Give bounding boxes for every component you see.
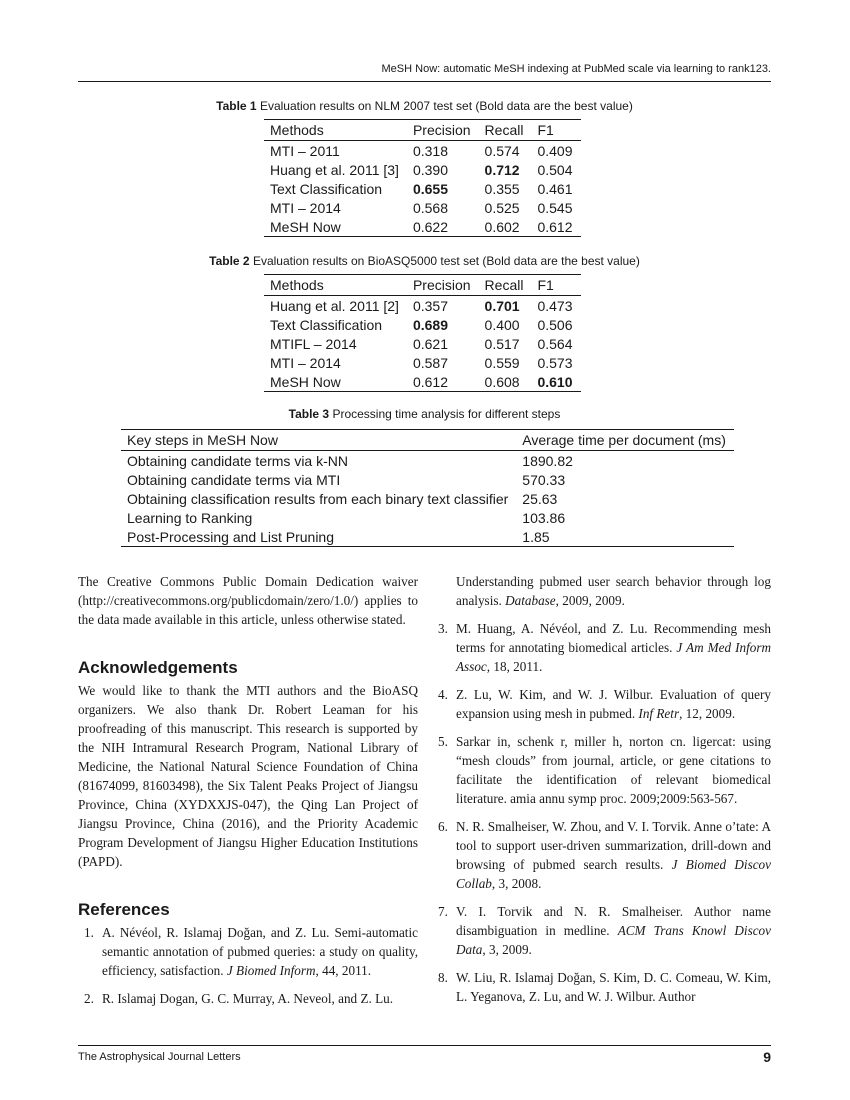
table-cell: 0.612 xyxy=(531,217,580,237)
table-cell: 570.33 xyxy=(522,471,566,488)
table-row xyxy=(264,315,581,334)
table-cell: 0.622 xyxy=(407,217,479,237)
reference-tail: , 12, 2009. xyxy=(679,706,736,721)
table2-label: Table 2 xyxy=(209,254,250,268)
reference-number: 2. xyxy=(84,991,94,1006)
reference-text: Sarkar in, schenk r, miller h, norton cn. ligercat: using “mesh clouds” from journal, article, or gene citations to facilitate the identification of relevant biomedical literature. amia annu symp proc. 2009;2009:563-567. xyxy=(456,734,771,806)
reference-number: 6. xyxy=(438,819,448,834)
reference-journal: J Am Med Inform Assoc xyxy=(456,640,772,674)
reference-number: 7. xyxy=(438,904,448,919)
reference-number: 5. xyxy=(438,734,448,749)
table-row xyxy=(264,198,581,217)
table-row xyxy=(264,179,581,198)
table-cell: Huang et al. 2011 [2] xyxy=(270,297,399,314)
table3-caption-text: Processing time analysis for different steps xyxy=(332,407,561,421)
table-row xyxy=(121,470,734,489)
reference-item xyxy=(432,685,771,723)
table-cell: 0.608 xyxy=(479,372,532,392)
table-cell: MeSH Now xyxy=(264,217,407,237)
reference-text: M. Huang, A. Névéol, and Z. Lu. Recommending mesh terms for annotating biomedical articles. xyxy=(456,621,771,655)
table2-column-header: Methods xyxy=(264,275,407,296)
table-cell: 0.461 xyxy=(537,180,573,197)
table3 xyxy=(121,429,734,547)
table2-header-row xyxy=(264,275,581,296)
table-cell: 0.701 xyxy=(484,297,520,314)
table-row xyxy=(121,489,734,508)
page-number: 9 xyxy=(763,1049,771,1065)
table3-label: Table 3 xyxy=(288,407,330,421)
table3-column-header: Key steps in MeSH Now xyxy=(121,430,516,451)
table-row xyxy=(121,527,734,547)
table-cell: MTI – 2014 xyxy=(270,199,341,216)
table-cell: Text Classification xyxy=(270,316,383,333)
references-heading: References xyxy=(78,900,170,919)
table-cell: 103.86 xyxy=(522,509,566,526)
table3-column-header: Average time per document (ms) xyxy=(516,430,734,451)
table-cell: Huang et al. 2011 [3] xyxy=(270,161,399,178)
table-cell: Obtaining candidate terms via MTI xyxy=(127,471,341,488)
running-header: MeSH Now: automatic MeSH indexing at PubMed scale via learning to rank123. xyxy=(381,63,771,75)
table-row xyxy=(121,451,734,471)
table-cell: 0.318 xyxy=(412,142,448,159)
table2-column-header: F1 xyxy=(531,275,580,296)
reference-item xyxy=(78,989,418,1008)
table-cell: MTI – 2011 xyxy=(270,142,340,159)
table-cell: 0.355 xyxy=(484,180,520,197)
table-cell: 0.610 xyxy=(531,372,580,392)
reference-number: 8. xyxy=(438,970,448,985)
table1-header-row xyxy=(264,120,581,141)
table-cell: 0.506 xyxy=(537,316,573,333)
left-column xyxy=(78,572,418,1008)
reference-journal: ACM Trans Knowl Discov Data xyxy=(456,923,771,957)
table-cell: 0.712 xyxy=(484,161,520,178)
table1-column-header: Methods xyxy=(264,120,407,141)
table-row xyxy=(264,217,581,237)
table-cell: 0.409 xyxy=(537,142,573,159)
reference-item xyxy=(432,732,771,808)
right-column xyxy=(432,572,771,1015)
reference-text: A. Névéol, R. Islamaj Doğan, and Z. Lu. Semi-automatic semantic annotation of pubmed queries: a study on quality, efficiency, satisfaction. xyxy=(102,925,418,978)
reference-2-continuation xyxy=(432,572,771,610)
table3-caption xyxy=(78,407,771,421)
table-cell: 0.621 xyxy=(412,335,448,352)
table3-body xyxy=(121,451,734,547)
ref2-cont-text: Understanding pubmed user search behavior through log analysis. xyxy=(456,574,771,608)
table-cell: 0.689 xyxy=(412,316,448,333)
table-cell: MeSH Now xyxy=(264,372,407,392)
reference-text: V. I. Torvik and N. R. Smalheiser. Author name disambiguation in medline. xyxy=(456,904,771,938)
table2-caption xyxy=(78,254,771,268)
reference-number: 1. xyxy=(84,925,94,940)
ref2-cont-journal: Database xyxy=(505,593,556,608)
table-cell: 1.85 xyxy=(516,527,734,547)
table-row xyxy=(121,508,734,527)
reference-journal: J Biomed Discov Collab xyxy=(456,857,771,891)
table1-column-header: F1 xyxy=(531,120,580,141)
table1-column-header: Precision xyxy=(407,120,479,141)
table-cell: Post-Processing and List Pruning xyxy=(121,527,516,547)
table2-caption-text: Evaluation results on BioASQ5000 test set (Bold data are the best value) xyxy=(252,254,640,268)
footer-journal-name: The Astrophysical Journal Letters xyxy=(78,1051,241,1063)
table-cell: 1890.82 xyxy=(522,452,573,469)
reference-text: W. Liu, R. Islamaj Doğan, S. Kim, D. C. Comeau, W. Kim, L. Yeganova, Z. Lu, and W. J. Wilbur. Author xyxy=(456,970,771,1004)
reference-text: N. R. Smalheiser, W. Zhou, and V. I. Torvik. Anne o’tate: A tool to support user-driven summarization, drill-down and browsing of pubmed search results. xyxy=(456,819,771,872)
reference-journal: J Biomed Inform xyxy=(226,963,316,978)
table-cell: Text Classification xyxy=(270,180,383,197)
table-cell: 0.390 xyxy=(412,161,448,178)
table1 xyxy=(264,119,581,237)
reference-text: R. Islamaj Dogan, G. C. Murray, A. Neveol, and Z. Lu. xyxy=(102,991,394,1006)
table-cell: 0.525 xyxy=(484,199,520,216)
reference-tail: , 18, 2011. xyxy=(486,659,543,674)
table-row xyxy=(264,353,581,372)
table1-caption xyxy=(78,99,771,113)
table-row xyxy=(264,160,581,179)
table-cell: 25.63 xyxy=(522,490,558,507)
table1-body xyxy=(264,141,581,237)
reference-list-left xyxy=(78,923,418,1008)
reference-item xyxy=(432,619,771,676)
table-cell: 0.473 xyxy=(537,297,573,314)
reference-text: Z. Lu, W. Kim, and W. J. Wilbur. Evaluation of query expansion using mesh in pubmed. xyxy=(456,687,771,721)
table2 xyxy=(264,274,581,392)
table-cell: 0.573 xyxy=(537,354,573,371)
table-cell: 0.517 xyxy=(484,335,520,352)
table2-column-header: Precision xyxy=(407,275,479,296)
table2-body xyxy=(264,296,581,392)
table-cell: 0.568 xyxy=(412,199,448,216)
reference-item xyxy=(78,923,418,980)
table1-caption-text: Evaluation results on NLM 2007 test set (Bold data are the best value) xyxy=(259,99,633,113)
table-cell: 0.504 xyxy=(537,161,573,178)
table-cell: Obtaining candidate terms via k-NN xyxy=(127,452,348,469)
table-cell: 0.357 xyxy=(412,297,448,314)
table-row xyxy=(264,334,581,353)
table-cell: Obtaining classification results from each binary text classifier xyxy=(127,490,509,507)
table-cell: MTIFL – 2014 xyxy=(270,335,357,352)
reference-number: 4. xyxy=(438,687,448,702)
reference-tail: , 44, 2011. xyxy=(315,963,372,978)
table-row xyxy=(264,372,581,392)
table-cell: 0.655 xyxy=(412,180,448,197)
acknowledgements-paragraph: We would like to thank the MTI authors and the BioASQ organizers. We also thank Dr. Robert Leaman for his proofreading of this manuscript. This research is supported by the NIH Intramural Research Program, National Library of Medicine, the National Natural Science Foundation of China (81674099, 81603498), the Six Talent Peaks Project of Jiangsu Province, China (XYDXXJS-047), the Qing Lan Project of Jiangsu Province, China (2016), and the Priority Academic Program Development of Jiangsu Higher Education Institutions (PAPD). xyxy=(78,683,418,869)
table3-header-row xyxy=(121,430,734,451)
table-cell: Learning to Ranking xyxy=(127,509,253,526)
table1-column-header: Recall xyxy=(479,120,532,141)
reference-number: 3. xyxy=(438,621,448,636)
reference-item xyxy=(432,817,771,893)
license-paragraph: The Creative Commons Public Domain Dedication waiver (http://creativecommons.org/publicdomain/zero/1.0/) applies to the data made available in this article, unless otherwise stated. xyxy=(78,574,418,627)
reference-tail: , 3, 2009. xyxy=(482,942,532,957)
reference-list-right xyxy=(432,619,771,1006)
table2-column-header: Recall xyxy=(479,275,532,296)
table-cell: MTI – 2014 xyxy=(270,354,341,371)
header-rule xyxy=(78,81,771,82)
table-cell: 0.574 xyxy=(484,142,520,159)
table-cell: 0.545 xyxy=(537,199,573,216)
reference-item xyxy=(432,902,771,959)
table-cell: 0.559 xyxy=(484,354,520,371)
table1-label: Table 1 xyxy=(216,99,257,113)
ref2-cont-tail: , 2009, 2009. xyxy=(555,593,625,608)
table-row xyxy=(264,296,581,316)
table-cell: 0.587 xyxy=(412,354,448,371)
reference-tail: , 3, 2008. xyxy=(491,876,542,891)
table-cell: 0.400 xyxy=(484,316,520,333)
table-cell: 0.564 xyxy=(537,335,573,352)
reference-item xyxy=(432,968,771,1006)
reference-journal: Inf Retr xyxy=(638,706,680,721)
table-cell: 0.602 xyxy=(479,217,532,237)
table-cell: 0.612 xyxy=(407,372,479,392)
acknowledgements-heading: Acknowledgements xyxy=(78,658,238,677)
footer-rule xyxy=(78,1045,771,1046)
table-row xyxy=(264,141,581,161)
